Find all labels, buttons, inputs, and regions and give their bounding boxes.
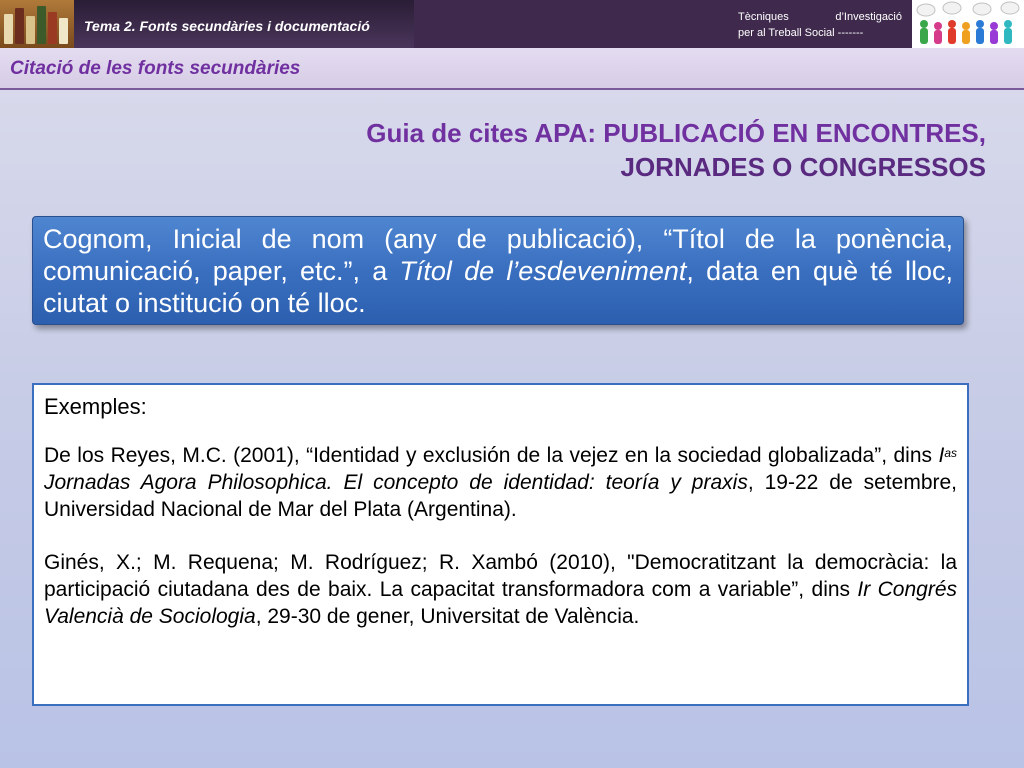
ref1-part-c: Jornadas Agora Philosophica. El concepto de identidad: teoría y praxis (44, 471, 748, 494)
ref2-part-b: Ir Congrés Valencià de Sociologia (44, 578, 957, 628)
format-part-1: Cognom, Inicial de nom (any de publicació), “Títol de la ponència, comunicació, paper, etc.”, a (43, 224, 953, 286)
ref2-part-c: , 29-30 de gener, Universitat de València. (255, 605, 640, 628)
ref2-part-a: Ginés, X.; M. Requena; M. Rodríguez; R. Xambó (2010), "Democratitzant la democràcia: la participació ciutadana des de baix. La capacitat transformadora com a variable”, dins (44, 551, 957, 601)
format-part-3: , data en què té lloc, ciutat o institució on té lloc. (43, 256, 954, 318)
format-event-title: Títol de l’esdeveniment (399, 256, 687, 286)
ref1-part-a: De los Reyes, M.C. (2001), “Identidad y exclusión de la vejez en la sociedad globalizada”, dins (44, 444, 939, 467)
people-icon (912, 0, 1024, 48)
section-title: Citació de les fonts secundàries (10, 58, 301, 79)
ref1-part-d: , 19-22 de setembre, Universidad Nacional de Mar del Plata (Argentina). (44, 471, 958, 521)
people-illustration (912, 0, 1024, 48)
ref1-part-b: I (938, 444, 945, 467)
examples-box (32, 383, 969, 706)
ref1-superscript: as (944, 446, 957, 460)
guide-title-line-1: Guia de cites APA: PUBLICACIÓ EN ENCONTRES, (366, 118, 986, 148)
course-name-line-2: per al Treball Social ------- (738, 27, 864, 39)
citation-format-text (43, 223, 953, 319)
course-name (738, 9, 902, 41)
books-image (0, 0, 74, 48)
course-name-word-1: Tècniques (738, 11, 789, 23)
example-reference-1 (44, 442, 957, 523)
topic-title: Tema 2. Fonts secundàries i documentació (84, 18, 370, 34)
guide-title-line-2: JORNADES O CONGRESSOS (620, 152, 986, 182)
citation-format-box (32, 216, 964, 325)
example-reference-2 (44, 549, 957, 630)
examples-heading: Exemples: (44, 394, 147, 419)
guide-title (366, 116, 986, 184)
course-name-word-2: d’Investigació (835, 11, 902, 23)
